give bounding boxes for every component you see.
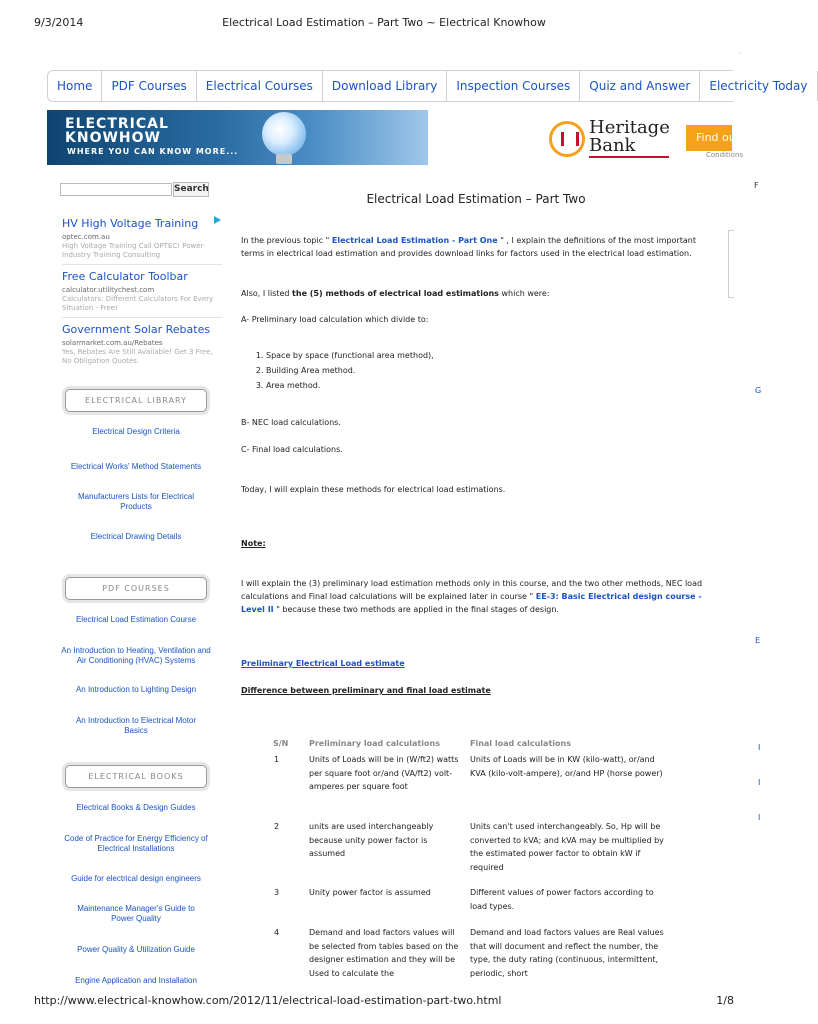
right-edge-text: F (754, 181, 759, 190)
row1-sn: 1 (274, 755, 280, 764)
heritage-bank-ad[interactable] (549, 118, 669, 160)
sidebar-link[interactable]: An Introduction to Heating, Ventilation and Air Conditioning (HVAC) Systems (61, 646, 211, 665)
banner-logo (65, 117, 169, 145)
ad-item[interactable] (62, 322, 222, 370)
will-paragraph (241, 577, 709, 616)
nav-home[interactable]: Home (48, 71, 102, 101)
nav-download-library[interactable]: Download Library (323, 71, 447, 101)
will-text-rest: " because these two methods are applied in the final stages of design. (273, 605, 559, 614)
row3-final: Different values of power factors according to load types. (470, 888, 654, 911)
prelim-heading (241, 657, 709, 670)
sidebar-link[interactable]: Power Quality & Utilization Guide (77, 945, 195, 954)
lightbulb-icon (262, 112, 306, 156)
sidebar-link[interactable]: Electrical Works' Method Statements (70, 462, 202, 471)
ad-url: calculator.utilitychest.com (62, 286, 155, 294)
right-edge-link[interactable]: I (758, 743, 761, 752)
sidebar-link[interactable]: Electrical Load Estimation Course (75, 615, 197, 624)
header-final: Final load calculations (470, 739, 571, 748)
right-edge-link[interactable]: I (758, 778, 761, 787)
search-button[interactable]: Search (173, 182, 209, 197)
header-prelim: Preliminary load calculations (309, 739, 440, 748)
nav-quiz-and-answer[interactable]: Quiz and Answer (580, 71, 700, 101)
ad-url: solarmarket.com.au/Rebates (62, 339, 163, 347)
sidebar-link[interactable]: Manufacturers Lists for Electrical Products (77, 492, 195, 511)
will-text: I will explain the (3) preliminary load estimation methods only in this course, and the two other methods, NEC load calculations and Final load calculations will be explained later in course " (241, 579, 703, 601)
conditions-link[interactable]: Conditions (706, 151, 744, 159)
c-line: C- Final load calculations. (241, 445, 343, 454)
heritage-name-line2: Bank (589, 135, 636, 156)
also-text: Also, I listed (241, 289, 293, 298)
print-url: http://www.electrical-knowhow.com/2012/11/electrical-load-estimation-part-two.html (34, 994, 502, 1007)
list-item: 1. Space by space (functional area method), (266, 348, 434, 363)
site-banner[interactable] (47, 110, 428, 165)
sidebar-link[interactable]: An Introduction to Electrical Motor Basics (75, 716, 197, 735)
ad-item[interactable] (62, 216, 222, 265)
diff-heading-text: Difference between preliminary and final load estimate (241, 686, 491, 695)
ad-url: optec.com.au (62, 233, 110, 241)
heritage-name-line1: Heritage (589, 117, 670, 138)
row4-sn: 4 (274, 928, 280, 937)
b-line: B- NEC load calculations. (241, 418, 341, 427)
right-divider (740, 52, 741, 54)
diff-heading (241, 684, 709, 697)
banner-tagline: WHERE YOU CAN KNOW MORE... (67, 147, 239, 156)
methods-list (253, 348, 434, 393)
right-widget-box (728, 230, 734, 298)
sidebar-link[interactable]: Guide for electrical design engineers (71, 874, 201, 883)
row2-prelim: units are used interchangeably because unity power factor is assumed (309, 822, 434, 858)
print-page-number: 1/8 (716, 994, 734, 1007)
row2-final: Units can't used interchangeably. So, Hp will be converted to kVA; and kVA may be multiplied by the estimated power factor to obtain kW if required (470, 822, 664, 872)
search-input[interactable] (60, 183, 172, 196)
sidebar-link[interactable]: Code of Practice for Energy Efficiency of Electrical Installations (64, 834, 208, 853)
post-title: Electrical Load Estimation – Part Two (366, 192, 586, 206)
print-date: 9/3/2014 (34, 16, 84, 29)
sidebar-link[interactable]: Electrical Drawing Details (90, 532, 182, 541)
find-out-button[interactable]: Find out (686, 125, 732, 151)
list-item: 2. Building Area method. (266, 363, 434, 378)
also-bold: the (5) methods of electrical load estimations (292, 289, 499, 298)
nav-electricity-today[interactable]: Electricity Today (700, 71, 817, 101)
intro-text-rest: " , I explain the definitions of the most important terms in electrical load estimation and provides download links for factors used in the electrical load estimation. (241, 236, 696, 258)
right-edge-link[interactable]: G (755, 386, 762, 395)
prelim-heading-link[interactable]: Preliminary Electrical Load estimate (241, 659, 405, 668)
today-paragraph: Today, I will explain these methods for electrical load estimations. (241, 485, 506, 494)
sidebar-link[interactable]: Engine Application and Installation (75, 976, 197, 985)
intro-paragraph (241, 234, 709, 260)
nav-pdf-courses[interactable]: PDF Courses (102, 71, 196, 101)
ad-title[interactable]: Free Calculator Toolbar (62, 270, 188, 283)
electrical-books-heading: ELECTRICAL BOOKS (65, 765, 207, 788)
intro-text: In the previous topic " (241, 236, 332, 245)
ad-title[interactable]: HV High Voltage Training (62, 217, 199, 230)
pdf-courses-heading: PDF COURSES (65, 577, 207, 600)
row1-prelim: Units of Loads will be in (W/ft2) watts per square foot or/and (VA/ft2) volt-amperes per square foot (309, 755, 459, 791)
sidebar-link[interactable]: An Introduction to Lighting Design (75, 685, 197, 694)
row2-sn: 2 (274, 822, 280, 831)
banner-logo-line1: ELECTRICAL (65, 116, 169, 132)
right-edge-link[interactable]: E (755, 636, 761, 645)
heritage-logo-icon (549, 121, 585, 157)
also-paragraph (241, 287, 709, 300)
row4-prelim: Demand and load factors values will be selected from tables based on the designer estimation and they will be Used to calculate the (309, 928, 459, 978)
row1-final: Units of Loads will be in KW (kilo-watt), or/and KVA (kilo-volt-ampere), or/and HP (horse power) (470, 755, 663, 778)
ad-desc: Calculators: Different Calculators For Every Situation - Free! (62, 295, 214, 312)
top-nav (47, 70, 808, 102)
row4-final: Demand and load factors values are Real values that will document and reflect the number, the type, the duty rating (continuous, intermittent, periodic, short (470, 928, 664, 978)
sidebar-link[interactable]: Electrical Design Criteria (92, 427, 180, 436)
row3-prelim: Unity power factor is assumed (309, 888, 431, 897)
a-line: A- Preliminary load calculation which divide to: (241, 315, 429, 324)
print-doc-title: Electrical Load Estimation – Part Two ~ Electrical Knowhow (222, 16, 546, 29)
list-item: 3. Area method. (266, 378, 434, 393)
row3-sn: 3 (274, 888, 280, 897)
ad-list (62, 216, 222, 374)
note-text: Note: (241, 539, 266, 548)
lightbulb-base-icon (276, 154, 292, 164)
header-sn: S/N (273, 739, 289, 748)
sidebar-link[interactable]: Electrical Books & Design Guides (76, 803, 196, 812)
right-edge-link[interactable]: I (758, 813, 761, 822)
ee3-course-link[interactable]: EE-3: Basic Electrical design course - Level II (241, 592, 702, 614)
also-text-rest: which were: (498, 289, 550, 298)
ad-desc: High Voltage Training Call OPTEC! Power Industry Training Consulting (62, 242, 204, 259)
ad-item[interactable] (62, 269, 222, 318)
part-one-link[interactable]: Electrical Load Estimation - Part One (331, 236, 498, 245)
electrical-library-heading: ELECTRICAL LIBRARY (65, 389, 207, 412)
banner-logo-line2: KNOWHOW (65, 130, 161, 146)
note-label (241, 537, 709, 550)
nav-inspection-courses[interactable]: Inspection Courses (447, 71, 580, 101)
heritage-rule (589, 156, 669, 158)
ad-title[interactable]: Government Solar Rebates (62, 323, 211, 336)
sidebar-link[interactable]: Maintenance Manager's Guide to Power Quality (77, 904, 195, 923)
ad-desc: Yes, Rebates Are Still Available! Get 3 Free, No Obligation Quotes. (62, 348, 213, 365)
nav-electrical-courses[interactable]: Electrical Courses (197, 71, 323, 101)
